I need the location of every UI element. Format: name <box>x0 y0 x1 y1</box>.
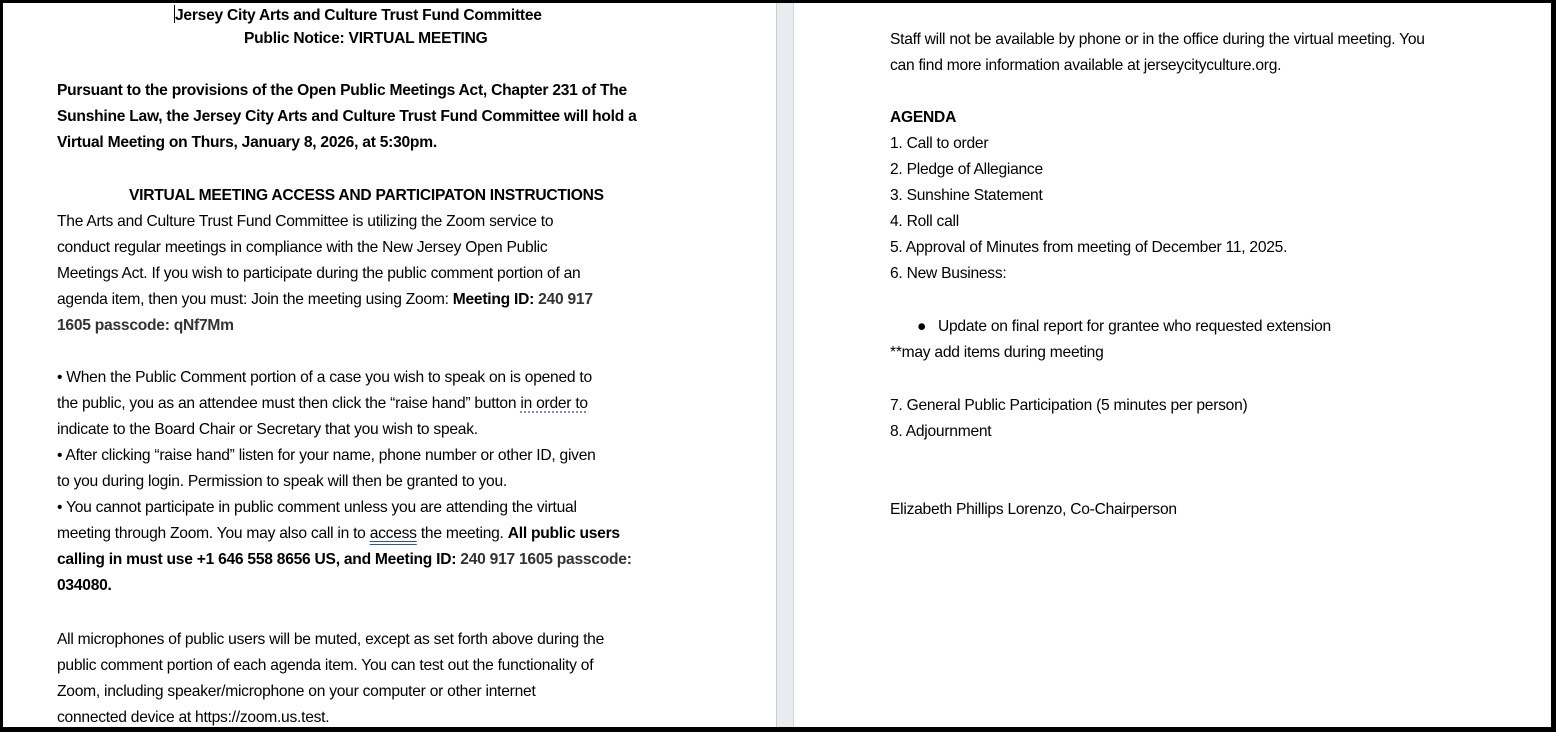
bullet-1-line-2 <box>57 391 588 417</box>
meeting-id-label: Meeting ID: <box>452 291 539 308</box>
instructions-line-2: conduct regular meetings in compliance with the New Jersey Open Public <box>57 239 548 256</box>
instructions-line-4-text: agenda item, then you must: Join the meeting using Zoom: <box>57 291 453 308</box>
agenda-item: 2. Pledge of Allegiance <box>890 161 1043 178</box>
agenda-item: 5. Approval of Minutes from meeting of December 11, 2025. <box>890 239 1288 256</box>
grammar-flagged-text[interactable]: in order to <box>520 395 588 412</box>
spelling-flagged-text[interactable]: access <box>369 525 417 542</box>
agenda-item: 1. Call to order <box>890 135 989 152</box>
agenda-item: 3. Sunshine Statement <box>890 187 1043 204</box>
staff-line-2: can find more information available at jerseycityculture.org. <box>890 57 1282 74</box>
intro-line-2: Sunshine Law, the Jersey City Arts and Culture Trust Fund Committee will hold a <box>57 108 637 125</box>
bullet-3-line-2 <box>57 521 620 547</box>
staff-line-1: Staff will not be available by phone or in the office during the virtual meeting. You <box>890 31 1425 48</box>
document-page-left[interactable] <box>3 3 776 727</box>
new-business-item: Update on final report for grantee who requested extension <box>938 318 1331 335</box>
instructions-line-4 <box>57 287 593 313</box>
phone-meeting-id-value: 240 917 1605 passcode: <box>460 551 632 568</box>
microphones-line-3: Zoom, including speaker/microphone on your computer or other internet <box>57 683 536 700</box>
bullet-3-line-2-mid: the meeting. <box>416 525 508 542</box>
bullet-3-line-2-bold: All public users <box>507 525 620 542</box>
instructions-line-1: The Arts and Culture Trust Fund Committee is utilizing the Zoom service to <box>57 213 554 230</box>
intro-line-3: Virtual Meeting on Thurs, January 8, 2026, at 5:30pm. <box>57 134 437 151</box>
agenda-note: **may add items during meeting <box>890 344 1104 361</box>
agenda-item: 7. General Public Participation (5 minutes per person) <box>890 397 1248 414</box>
instructions-line-3: Meetings Act. If you wish to participate during the public comment portion of an <box>57 265 581 282</box>
agenda-item: 4. Roll call <box>890 213 959 230</box>
intro-line-1: Pursuant to the provisions of the Open Public Meetings Act, Chapter 231 of The <box>57 82 627 99</box>
phone-passcode: 034080. <box>57 577 112 594</box>
bullet-2-line-2: to you during login. Permission to speak will then be granted to you. <box>57 473 507 490</box>
meeting-passcode: 1605 passcode: qNf7Mm <box>57 317 234 334</box>
bullet-icon: ● <box>917 318 927 335</box>
document-page-right[interactable] <box>794 3 1551 727</box>
agenda-heading: AGENDA <box>890 109 957 126</box>
microphones-line-1: All microphones of public users will be muted, except as set forth above during the <box>57 631 604 648</box>
bullet-1-line-1: • When the Public Comment portion of a case you wish to speak on is opened to <box>57 369 592 386</box>
instructions-heading: VIRTUAL MEETING ACCESS AND PARTICIPATON INSTRUCTIONS <box>129 187 604 204</box>
bullet-2-line-1: • After clicking “raise hand” listen for your name, phone number or other ID, given <box>57 447 596 464</box>
document-title-text: Jersey City Arts and Culture Trust Fund Committee <box>175 7 542 24</box>
page-gutter <box>776 3 794 727</box>
bullet-3-line-1: • You cannot participate in public comment unless you are attending the virtual <box>57 499 577 516</box>
microphones-line-4: connected device at https://zoom.us.test. <box>57 709 330 726</box>
bullet-1-line-3: indicate to the Board Chair or Secretary that you wish to speak. <box>57 421 478 438</box>
signature: Elizabeth Phillips Lorenzo, Co-Chairperson <box>890 501 1177 518</box>
agenda-item: 8. Adjournment <box>890 423 992 440</box>
microphones-line-2: public comment portion of each agenda item. You can test out the functionality of <box>57 657 594 674</box>
meeting-id-value: 240 917 <box>538 291 593 308</box>
agenda-item: 6. New Business: <box>890 265 1007 282</box>
phone-number-text: calling in must use +1 646 558 8656 US, and Meeting ID: <box>57 551 461 568</box>
document-subtitle: Public Notice: VIRTUAL MEETING <box>244 30 488 47</box>
document-viewport <box>3 3 1551 727</box>
bullet-3-line-2-text: meeting through Zoom. You may also call in to <box>57 525 370 542</box>
bullet-1-line-2-text: the public, you as an attendee must then click the “raise hand” button <box>57 395 521 412</box>
bullet-3-line-3 <box>57 547 632 573</box>
